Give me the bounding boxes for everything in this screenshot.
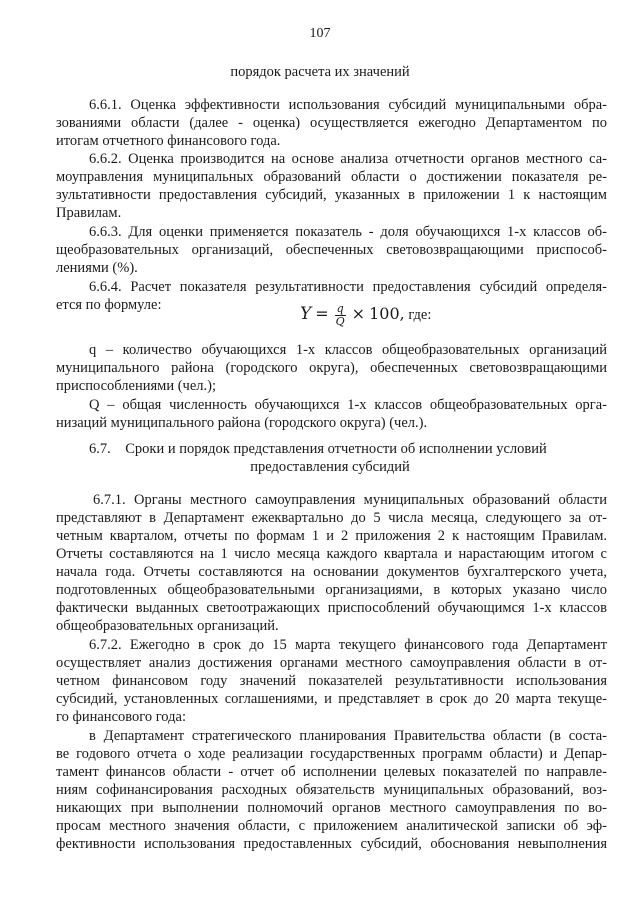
paragraph-672a-line: никающих при выполнении полномочий органов местного самоуправления по во- (56, 800, 607, 816)
paragraph-672-line: осуществляет анализ достижения органами местного самоуправления области в от- (56, 655, 607, 671)
formula-denominator: Q (335, 315, 345, 328)
formula (300, 303, 431, 337)
paragraph-672-line: го финансового года: (56, 709, 186, 725)
paragraph-661-line: 6.6.1. Оценка эффективности использования субсидий муниципальными обра- (89, 97, 607, 113)
paragraph-671-line: фактически выданных светоотражающих приспособлений обучающимся 1-х классов (56, 600, 607, 616)
definition-q-line: q – количество обучающихся 1-х классов общеобразовательных организаций (89, 342, 607, 358)
paragraph-663-line: лениями (%). (56, 260, 138, 276)
paragraph-671-line: Отчеты составляются на 1 число месяца каждого квартала и нарастающим итогом с (56, 546, 607, 562)
paragraph-671-line: подготовленных общеобразовательными организациями, в которых указано число (56, 582, 607, 598)
paragraph-662-line: моуправления муниципальных образований области о достижении показателя ре- (56, 169, 607, 185)
formula-factor: 100, (369, 304, 405, 324)
paragraph-663-line: щеобразовательных организаций, обеспеченных световозвращающими приспособ- (56, 242, 607, 258)
paragraph-662-line: зультативности предоставления субсидий, указанных в приложении 1 к настоящим (56, 187, 607, 203)
paragraph-662-line: 6.6.2. Оценка производится на основе анализа отчетности органов местного са- (89, 151, 607, 167)
paragraph-661-line: зованиями области (далее - оценка) осуществляется ежегодно Департаментом по (56, 115, 607, 131)
formula-fraction (335, 303, 346, 328)
paragraph-671-line: четным кварталом, отчеты по формам 1 и 2 приложения 2 к настоящим Правилам. (56, 528, 607, 544)
paragraph-663-line: 6.6.3. Для оценки применяется показатель - доля обучающихся 1-х классов об- (89, 224, 607, 240)
paragraph-672-line: субсидий, установленных соглашениями, и представляет в срок до 20 марта текуще- (56, 691, 607, 707)
paragraph-672a-line: в Департамент стратегического планирования Правительства области (в соста- (89, 728, 607, 744)
section-67-heading-line1: 6.7. Сроки и порядок представления отчетности об исполнении условий (89, 441, 547, 457)
paragraph-672a-line: фективности использования предоставленных субсидий, обоснования невыполнения (56, 836, 607, 852)
definition-q-line: приспособлениями (чел.); (56, 378, 216, 394)
page-number: 107 (309, 26, 331, 41)
definition-Q-line: Q – общая численность обучающихся 1-х классов общеобразовательных орга- (89, 397, 607, 413)
paragraph-662-line: Правилам. (56, 205, 122, 221)
formula-lhs: Y (300, 304, 312, 325)
definition-q-line: муниципального района (городского округа), обеспеченных световозвращающими (56, 360, 607, 376)
section-heading-top: порядок расчета их значений (230, 64, 410, 80)
section-67-heading-line2: предоставления субсидий (250, 459, 410, 475)
paragraph-664-line: ется по формуле: (56, 297, 162, 313)
formula-equals: = (315, 304, 329, 324)
paragraph-672a-line: тамент финансов области - отчет об исполнении целевых показателей по направле- (56, 764, 607, 780)
paragraph-671-line: представляют в Департамент ежеквартально до 5 числа месяца, следующего за от- (56, 510, 607, 526)
paragraph-672-line: 6.7.2. Ежегодно в срок до 15 марта текущего финансового года Департамент (89, 637, 607, 653)
formula-times: × (351, 304, 366, 324)
paragraph-661-line: итогам отчетного финансового года. (56, 133, 281, 149)
definition-Q-line: низаций муниципального района (городского округа) (чел.). (56, 415, 428, 431)
formula-numerator: q (336, 302, 344, 315)
paragraph-671-line: 6.7.1. Органы местного самоуправления муниципальных образований области (93, 492, 607, 508)
formula-tail: где: (404, 307, 432, 324)
paragraph-671-line: общеобразовательных организаций. (56, 618, 279, 634)
paragraph-672a-line: просам местного значения области, с приложением аналитической записки об эф- (56, 818, 607, 834)
paragraph-664-line: 6.6.4. Расчет показателя результативности предоставления субсидий определя- (89, 279, 607, 295)
paragraph-672-line: четном финансовом году значений показателей результативности использования (56, 673, 607, 689)
paragraph-672a-line: ве годового отчета о ходе реализации государственных программ области) и Депар- (56, 746, 607, 762)
paragraph-672a-line: ниям софинансирования расходных обязательств муниципальных образований, воз- (56, 782, 607, 798)
paragraph-671-line: начала года. Отчеты составляются на основании документов бухгалтерского учета, (56, 564, 607, 580)
